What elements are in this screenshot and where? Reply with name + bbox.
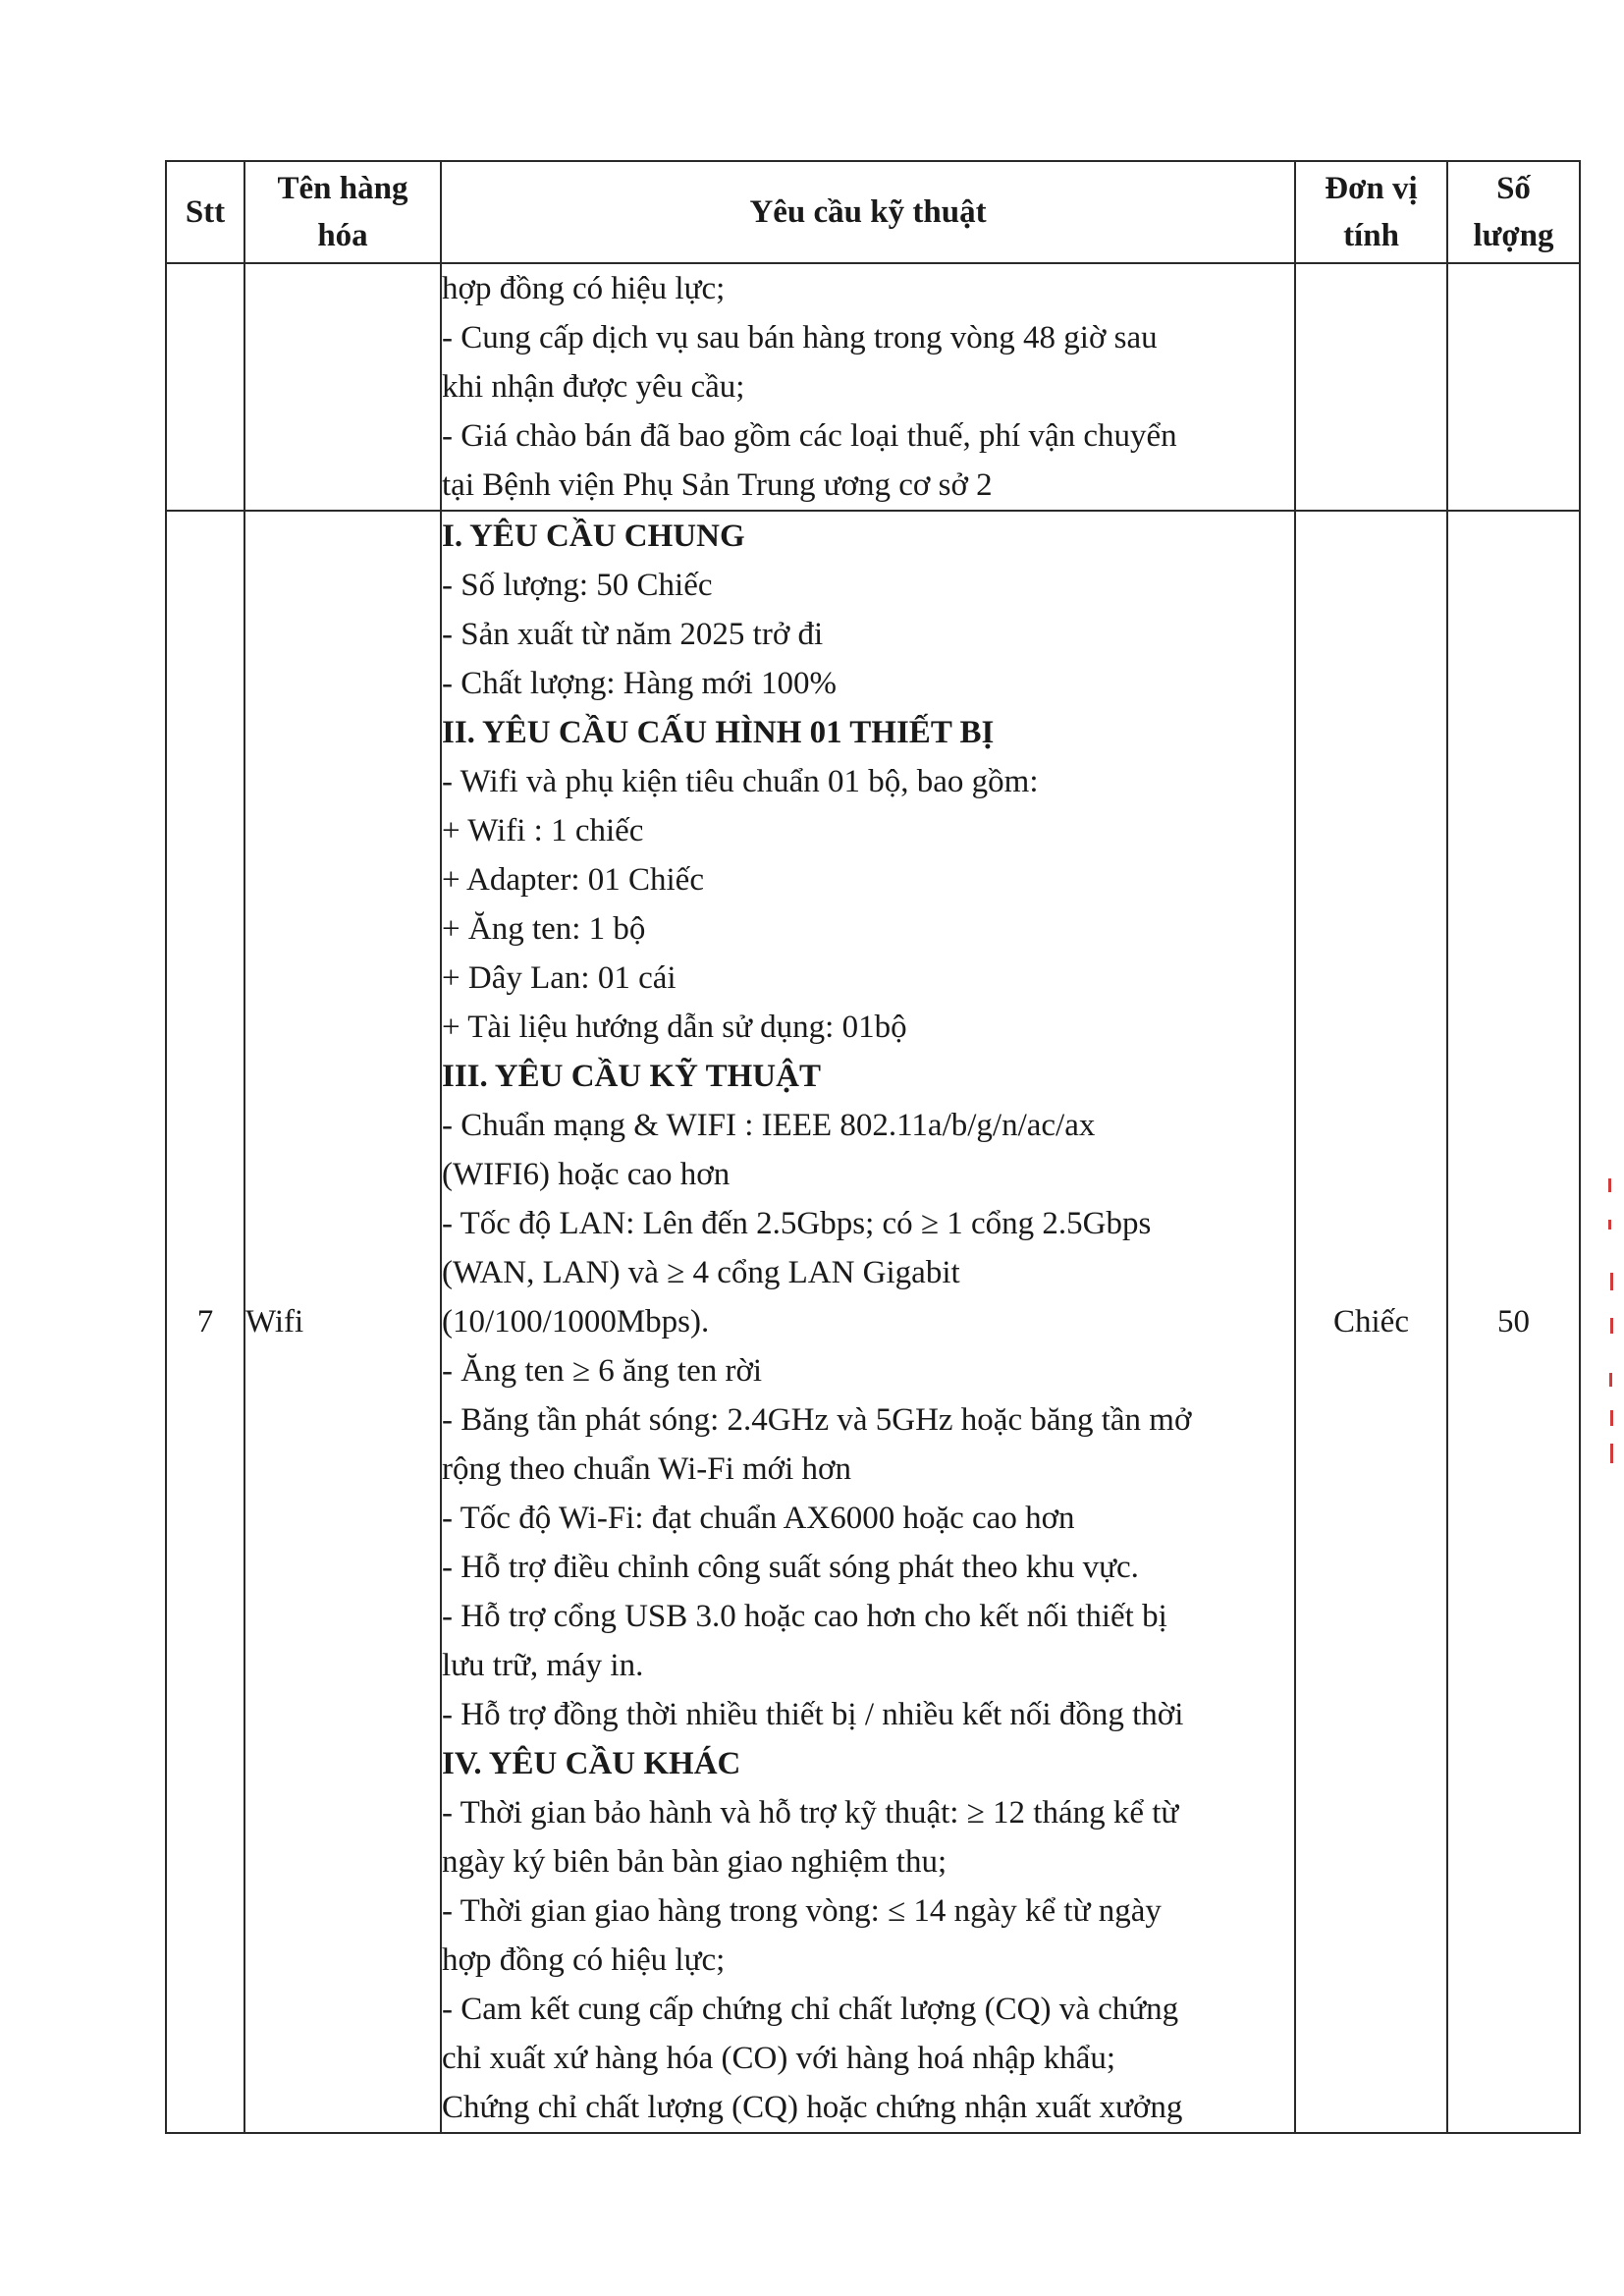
req-line: + Dây Lan: 01 cái bbox=[442, 960, 677, 996]
item-name-value: Wifi bbox=[245, 1303, 304, 1339]
header-stt bbox=[166, 161, 244, 263]
req-line: - Chất lượng: Hàng mới 100% bbox=[442, 666, 837, 701]
header-requirements bbox=[441, 161, 1295, 263]
req-line: ngày ký biên bản bàn giao nghiệm thu; bbox=[442, 1844, 947, 1880]
header-requirements-label: Yêu cầu kỹ thuật bbox=[749, 194, 987, 230]
table-row-continuation bbox=[166, 263, 1580, 511]
scan-artifact bbox=[1610, 1410, 1613, 1426]
header-quantity-line2: lượng bbox=[1473, 218, 1554, 253]
req-line: khi nhận được yêu cầu; bbox=[442, 369, 745, 405]
req-line: - Giá chào bán đã bao gồm các loại thuế, phí vận chuyển bbox=[442, 418, 1177, 454]
req-line: Chứng chỉ chất lượng (CQ) hoặc chứng nhận xuất xưởng bbox=[442, 2090, 1183, 2125]
header-unit-line2: tính bbox=[1343, 218, 1399, 253]
req-line: tại Bệnh viện Phụ Sản Trung ương cơ sở 2 bbox=[442, 467, 993, 503]
unit-value: Chiếc bbox=[1333, 1303, 1409, 1339]
req-section-heading: I. YÊU CẦU CHUNG bbox=[442, 519, 745, 554]
req-line: - Ăng ten ≥ 6 ăng ten rời bbox=[442, 1353, 763, 1389]
req-line: - Tốc độ LAN: Lên đến 2.5Gbps; có ≥ 1 cổng 2.5Gbps bbox=[442, 1206, 1152, 1241]
req-line: + Adapter: 01 Chiếc bbox=[442, 862, 704, 898]
req-line: - Cam kết cung cấp chứng chỉ chất lượng (CQ) và chứng bbox=[442, 1992, 1179, 2027]
scan-artifact bbox=[1608, 1220, 1611, 1230]
req-section-heading: IV. YÊU CẦU KHÁC bbox=[442, 1746, 741, 1781]
cell-stt-empty bbox=[166, 263, 244, 511]
req-line: + Tài liệu hướng dẫn sử dụng: 01bộ bbox=[442, 1010, 907, 1045]
header-unit-line1: Đơn vị bbox=[1325, 171, 1418, 206]
req-section-heading: II. YÊU CẦU CẤU HÌNH 01 THIẾT BỊ bbox=[442, 715, 995, 750]
technical-spec-table bbox=[165, 160, 1581, 2134]
req-line: rộng theo chuẩn Wi-Fi mới hơn bbox=[442, 1451, 851, 1487]
req-line: - Chuẩn mạng & WIFI : IEEE 802.11a/b/g/n/ac/ax bbox=[442, 1108, 1096, 1143]
req-line: - Cung cấp dịch vụ sau bán hàng trong vòng 48 giờ sau bbox=[442, 320, 1158, 355]
header-stt-label: Stt bbox=[185, 194, 226, 230]
req-line: chỉ xuất xứ hàng hóa (CO) với hàng hoá nhập khẩu; bbox=[442, 2041, 1116, 2076]
cell-unit-empty bbox=[1295, 263, 1447, 511]
header-quantity-line1: Số bbox=[1496, 171, 1531, 206]
req-line: - Số lượng: 50 Chiếc bbox=[442, 568, 713, 603]
stt-value: 7 bbox=[196, 1303, 214, 1339]
req-line: (WAN, LAN) và ≥ 4 cổng LAN Gigabit bbox=[442, 1255, 960, 1290]
cell-quantity bbox=[1447, 511, 1580, 2133]
table-header-row bbox=[166, 161, 1580, 263]
req-line: - Thời gian bảo hành và hỗ trợ kỹ thuật: ≥ 12 tháng kể từ bbox=[442, 1795, 1179, 1831]
scan-artifact bbox=[1608, 1178, 1611, 1192]
cell-unit bbox=[1295, 511, 1447, 2133]
header-quantity bbox=[1447, 161, 1580, 263]
req-line: - Hỗ trợ cổng USB 3.0 hoặc cao hơn cho kết nối thiết bị bbox=[442, 1599, 1167, 1634]
req-line: - Băng tần phát sóng: 2.4GHz và 5GHz hoặc băng tần mở bbox=[442, 1402, 1192, 1438]
req-line: + Ăng ten: 1 bộ bbox=[442, 911, 646, 947]
req-line: hợp đồng có hiệu lực; bbox=[442, 1942, 726, 1978]
table-row-7 bbox=[166, 511, 1580, 2133]
header-item-name-line1: Tên hàng bbox=[277, 171, 408, 206]
header-item-name-line2: hóa bbox=[317, 218, 368, 253]
cell-name-empty bbox=[244, 263, 441, 511]
header-item-name bbox=[244, 161, 441, 263]
header-unit bbox=[1295, 161, 1447, 263]
req-line: + Wifi : 1 chiếc bbox=[442, 813, 644, 848]
req-line: - Tốc độ Wi-Fi: đạt chuẩn AX6000 hoặc cao hơn bbox=[442, 1501, 1075, 1536]
req-line: lưu trữ, máy in. bbox=[442, 1648, 644, 1683]
req-line: - Thời gian giao hàng trong vòng: ≤ 14 ngày kể từ ngày bbox=[442, 1893, 1162, 1929]
req-line: (10/100/1000Mbps). bbox=[442, 1304, 710, 1339]
req-line: - Sản xuất từ năm 2025 trở đi bbox=[442, 617, 824, 652]
scan-artifact bbox=[1609, 1373, 1612, 1387]
req-line: hợp đồng có hiệu lực; bbox=[442, 271, 726, 306]
scan-artifact bbox=[1610, 1273, 1613, 1290]
scan-artifact bbox=[1610, 1444, 1613, 1463]
scan-artifact bbox=[1610, 1318, 1613, 1334]
cell-qty-empty bbox=[1447, 263, 1580, 511]
req-line: - Hỗ trợ đồng thời nhiều thiết bị / nhiều kết nối đồng thời bbox=[442, 1697, 1184, 1732]
cell-item-name bbox=[244, 511, 441, 2133]
req-line: - Wifi và phụ kiện tiêu chuẩn 01 bộ, bao gồm: bbox=[442, 764, 1039, 799]
cell-requirements bbox=[441, 511, 1295, 2133]
req-section-heading: III. YÊU CẦU KỸ THUẬT bbox=[442, 1059, 821, 1094]
req-line: (WIFI6) hoặc cao hơn bbox=[442, 1157, 731, 1192]
cell-stt bbox=[166, 511, 244, 2133]
quantity-value: 50 bbox=[1497, 1303, 1530, 1339]
cell-requirements-continuation bbox=[441, 263, 1295, 511]
req-line: - Hỗ trợ điều chỉnh công suất sóng phát theo khu vực. bbox=[442, 1550, 1139, 1585]
